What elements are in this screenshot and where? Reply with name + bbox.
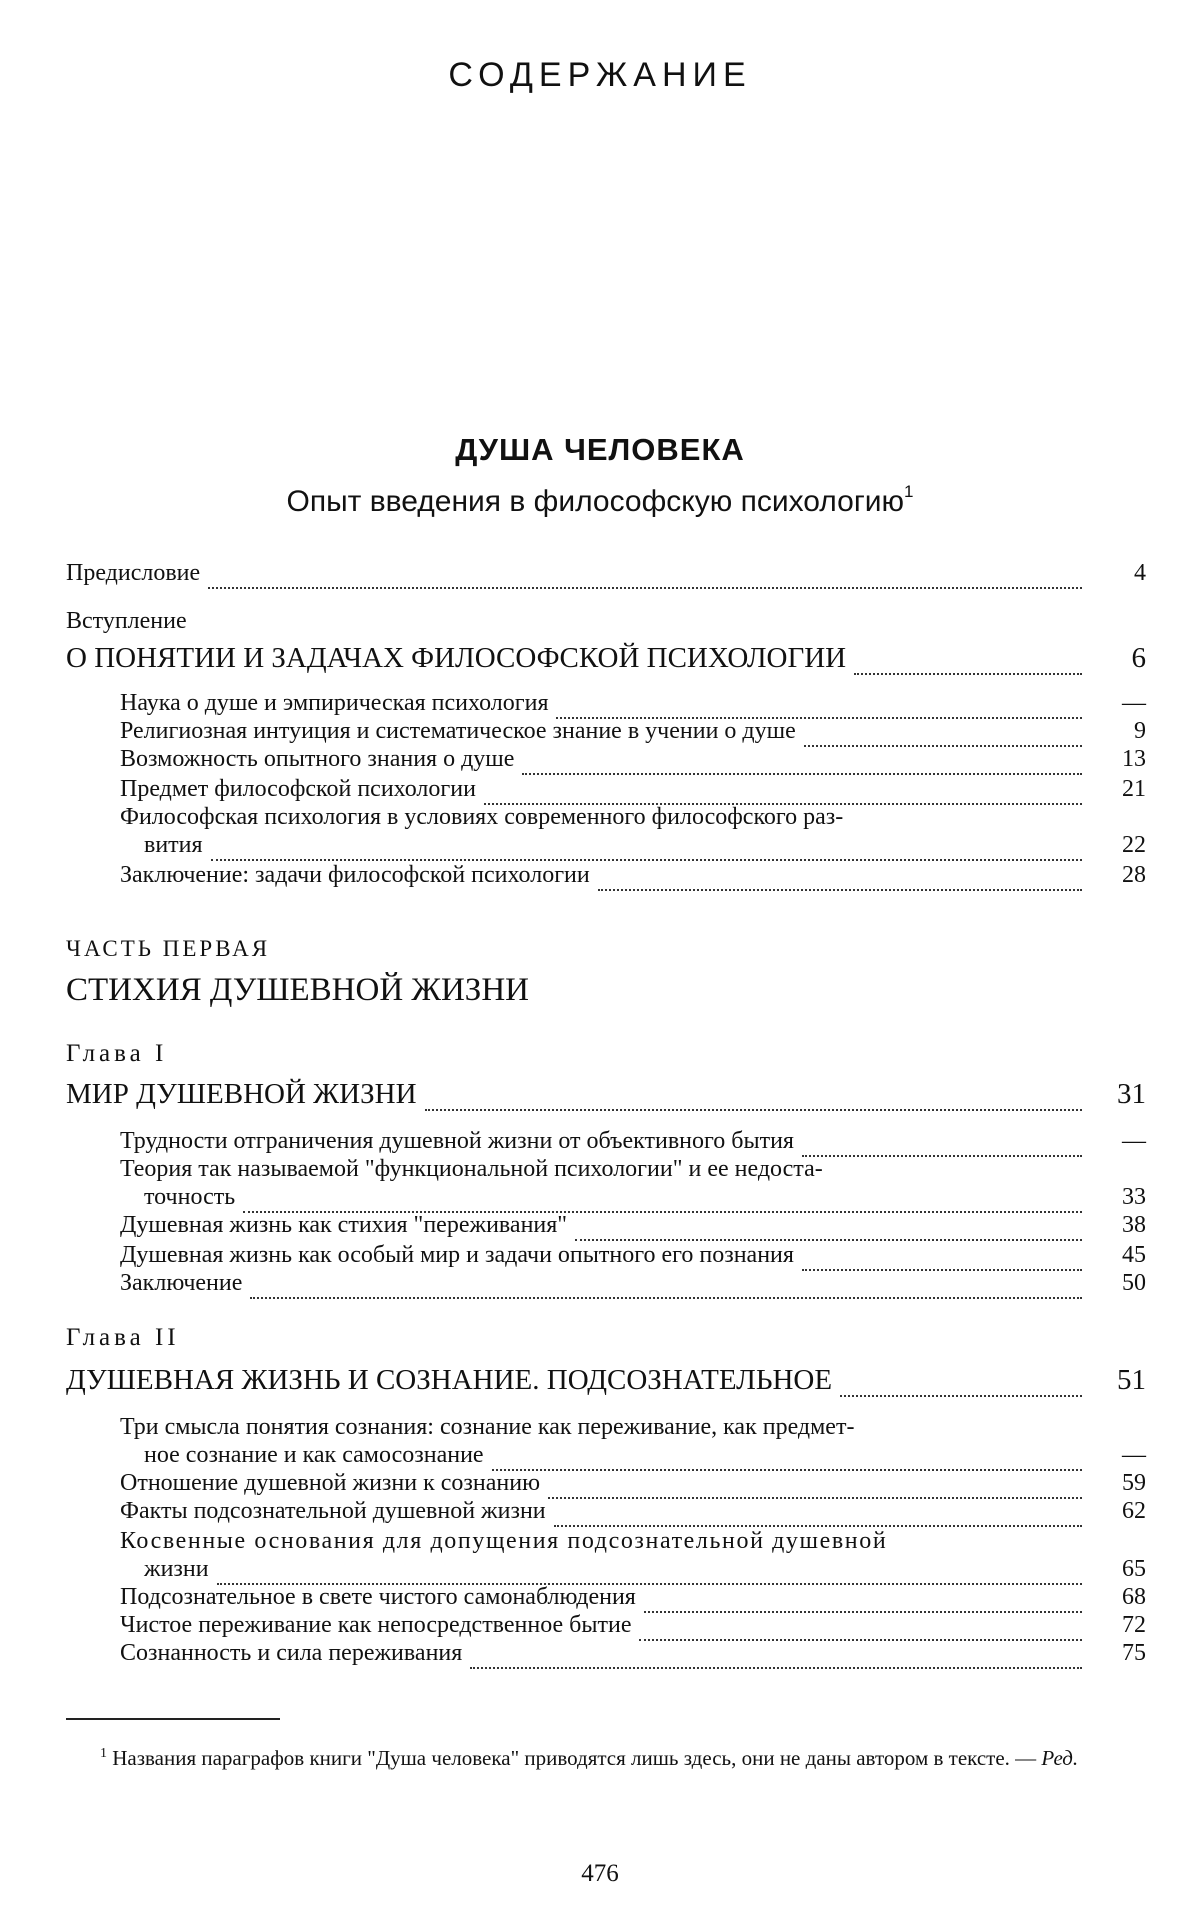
toc-page-number: 59 xyxy=(1122,1470,1146,1496)
toc-subentry-title: Возможность опытного знания о душе xyxy=(120,746,515,772)
toc-page-number: 62 xyxy=(1122,1498,1146,1524)
book-title: ДУША ЧЕЛОВЕКА xyxy=(455,432,745,467)
toc-page-number: 38 xyxy=(1122,1212,1146,1238)
toc-page-number: 9 xyxy=(1134,718,1146,744)
chapter-label: Глава II xyxy=(66,1324,180,1351)
chapter-label: Глава I xyxy=(66,1040,168,1067)
toc-page-number: 31 xyxy=(1117,1078,1146,1110)
part-label: ЧАСТЬ ПЕРВАЯ xyxy=(66,936,271,961)
part-title: СТИХИЯ ДУШЕВНОЙ ЖИЗНИ xyxy=(66,972,529,1008)
toc-subentry-title: Сознанность и сила переживания xyxy=(120,1640,463,1666)
toc-page-number: — xyxy=(1122,1442,1146,1468)
toc-page-number: 50 xyxy=(1122,1270,1146,1296)
footnote xyxy=(66,1740,1146,1772)
toc-subentry-title: Три смысла понятия сознания: сознание как переживание, как предмет- xyxy=(120,1414,855,1440)
toc-entry-title: МИР ДУШЕВНОЙ ЖИЗНИ xyxy=(66,1078,417,1110)
toc-page-number: 21 xyxy=(1122,776,1146,802)
toc-page-number: 45 xyxy=(1122,1242,1146,1268)
footnote-ref: 1 xyxy=(904,482,914,501)
leader-dots xyxy=(598,889,1082,891)
toc-subentry-title: Факты подсознательной душевной жизни xyxy=(120,1498,546,1524)
toc-entry-preface[interactable] xyxy=(66,560,1146,596)
leader-dots xyxy=(554,1525,1082,1527)
leader-dots xyxy=(854,673,1082,675)
toc-subentry-title: Предмет философской психологии xyxy=(120,776,476,802)
toc-page-number: 68 xyxy=(1122,1584,1146,1610)
footnote-text: Названия параграфов книги "Душа человека" приводятся лишь здесь, они не даны автором в тексте. — xyxy=(112,1746,1037,1770)
page-number: 476 xyxy=(581,1860,619,1887)
toc-subentry-title: Заключение xyxy=(120,1270,243,1296)
toc-subentry-title-cont: ное сознание и как самосознание xyxy=(144,1442,484,1468)
toc-subentry-title: Отношение душевной жизни к сознанию xyxy=(120,1470,540,1496)
toc-subentry-title: Душевная жизнь как особый мир и задачи опытного его познания xyxy=(120,1242,794,1268)
toc-subentry-title: Чистое переживание как непосредственное бытие xyxy=(120,1612,632,1638)
toc-subentry-title: Наука о душе и эмпирическая психология xyxy=(120,690,549,716)
toc-page-number: 51 xyxy=(1117,1364,1146,1396)
toc-subentry-title-cont: вития xyxy=(144,832,203,858)
toc-page-number: 6 xyxy=(1131,642,1146,674)
leader-dots xyxy=(840,1395,1082,1397)
toc-page-number: 65 xyxy=(1122,1556,1146,1582)
toc-subentry-title: Косвенные основания для допущения подсознательной душевной xyxy=(120,1528,888,1554)
toc-subentry-title: Заключение: задачи философской психологии xyxy=(120,862,590,888)
book-subtitle xyxy=(0,482,1200,519)
leader-dots xyxy=(211,859,1082,861)
toc-entry-chapter-2[interactable] xyxy=(66,1364,1146,1404)
footnote-author: Ред. xyxy=(1041,1746,1079,1770)
leader-dots xyxy=(470,1667,1082,1669)
toc-entry-chapter-1[interactable] xyxy=(66,1078,1146,1118)
leader-dots xyxy=(250,1297,1082,1299)
toc-entry-intro[interactable] xyxy=(66,642,1146,682)
toc-page-number: 4 xyxy=(1134,560,1146,586)
toc-page-number: 72 xyxy=(1122,1612,1146,1638)
toc-page-number: — xyxy=(1122,690,1146,716)
toc-page-number: 33 xyxy=(1122,1184,1146,1210)
toc-subentry-title-cont: жизни xyxy=(144,1556,209,1582)
toc-page-number: — xyxy=(1122,1128,1146,1154)
toc-page-number: 75 xyxy=(1122,1640,1146,1666)
leader-dots xyxy=(208,587,1082,589)
toc-subentry[interactable] xyxy=(120,1270,1146,1306)
leader-dots xyxy=(522,773,1082,775)
toc-page-number: 22 xyxy=(1122,832,1146,858)
leader-dots xyxy=(425,1109,1082,1111)
toc-entry-title: Предисловие xyxy=(66,560,201,586)
page-header: СОДЕРЖАНИЕ xyxy=(448,56,752,94)
toc-page-number: 13 xyxy=(1122,746,1146,772)
toc-subentry-title: Теория так называемой "функциональной психологии" и ее недоста- xyxy=(120,1156,823,1182)
toc-subentry[interactable] xyxy=(120,862,1146,898)
toc-entry-title: ДУШЕВНАЯ ЖИЗНЬ И СОЗНАНИЕ. ПОДСОЗНАТЕЛЬНОЕ xyxy=(66,1364,833,1396)
toc-subentry-title: Душевная жизнь как стихия "переживания" xyxy=(120,1212,568,1238)
toc-subentry-title: Религиозная интуиция и систематическое знание в учении о душе xyxy=(120,718,796,744)
toc-subentry-title: Трудности отграничения душевной жизни от объективного бытия xyxy=(120,1128,794,1154)
toc-subentry-title-cont: точность xyxy=(144,1184,236,1210)
intro-label: Вступление xyxy=(66,608,187,634)
toc-page-number: 28 xyxy=(1122,862,1146,888)
footnote-mark: 1 xyxy=(100,1746,107,1761)
toc-subentry-title: Философская психология в условиях современного философского раз- xyxy=(120,804,844,830)
book-subtitle-text: Опыт введения в философскую психологию xyxy=(286,485,905,518)
footnote-divider xyxy=(66,1718,280,1720)
toc-entry-title: О ПОНЯТИИ И ЗАДАЧАХ ФИЛОСОФСКОЙ ПСИХОЛОГИИ xyxy=(66,642,847,674)
leader-dots xyxy=(575,1239,1082,1241)
toc-subentry-title: Подсознательное в свете чистого самонаблюдения xyxy=(120,1584,636,1610)
toc-subentry[interactable] xyxy=(120,1640,1146,1676)
